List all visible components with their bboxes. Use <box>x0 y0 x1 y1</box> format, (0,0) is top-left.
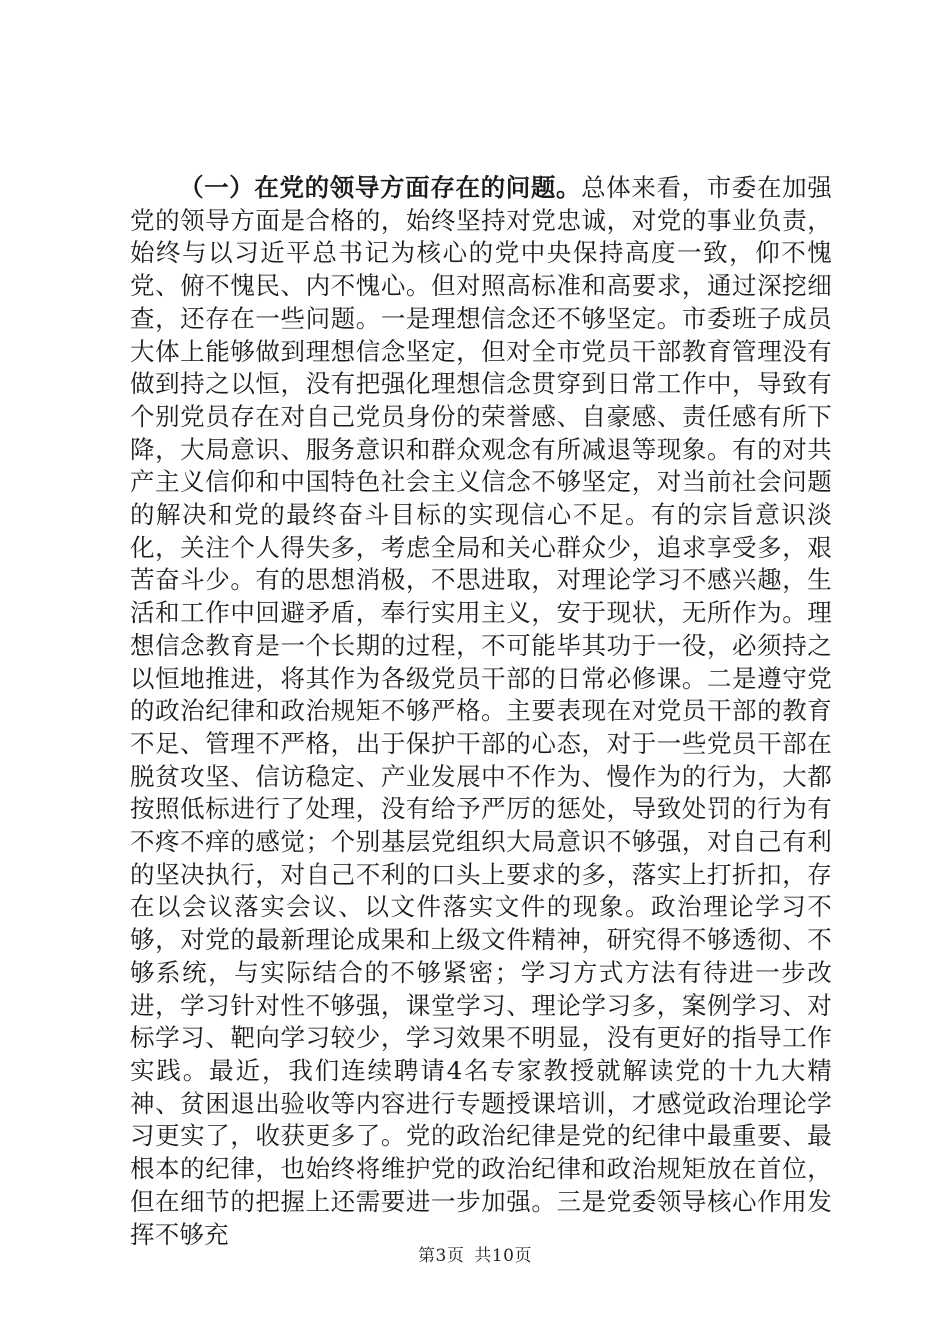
page-total: 共10页 <box>474 1246 532 1266</box>
body-text <box>130 172 832 1251</box>
paragraph <box>130 172 832 1251</box>
paragraph-text: 总体来看，市委在加强党的领导方面是合格的，始终坚持对党忠诚，对党的事业负责，始终与以习近平总书记为核心的党中央保持高度一致，仰不愧党、俯不愧民、内不愧心。但对照高标准和高要求，通过深挖细查，还存在一些问题。一是理想信念还不够坚定。市委班子成员大体上能够做到理想信念坚定，但对全市党员干部教育管理没有做到持之以恒，没有把强化理想信念贯穿到日常工作中，导致有个别党员存在对自己党员身份的荣誉感、自豪感、责任感有所下降，大局意识、服务意识和群众观念有所减退等现象。有的对共产主义信仰和中国特色社会主义信念不够坚定，对当前社会问题的解决和党的最终奋斗目标的实现信心不足。有的宗旨意识淡化，关注个人得失多，考虑全局和关心群众少，追求享受多，艰苦奋斗少。有的思想消极，不思进取，对理论学习不感兴趣，生活和工作中回避矛盾，奉行实用主义，安于现状，无所作为。理想信念教育是一个长期的过程，不可能毕其功于一役，必须持之以恒地推进，将其作为各级党员干部的日常必修课。二是遵守党的政治纪律和政治规矩不够严格。主要表现在对党员干部的教育不足、管理不严格，出于保护干部的心态，对于一些党员干部在脱贫攻坚、信访稳定、产业发展中不作为、慢作为的行为，大都按照低标进行了处理，没有给予严厉的惩处，导致处罚的行为有不疼不痒的感觉；个别基层党组织大局意识不够强，对自己有利的坚决执行，对自己不利的口头上要求的多，落实上打折扣，存在以会议落实会议、以文件落实文件的现象。政治理论学习不够，对党的最新理论成果和上级文件精神，研究得不够透彻、不够系统，与实际结合的不够紧密；学习方式方法有待进一步改进，学习针对性不够强，课堂学习、理论学习多，案例学习、对标学习、靶向学习较少，学习效果不明显，没有更好的指导工作实践。最近，我们连续聘请4名专家教授就解读党的十九大精神、贫困退出验收等内容进行专题授课培训，才感觉政治理论学习更实了，收获更多了。党的政治纪律是党的纪律中最重要、最根本的纪律，也始终将维护党的政治纪律和政治规矩放在首位，但在细节的把握上还需要进一步加强。三是党委领导核心作用发挥不够充 <box>130 173 832 1249</box>
page-footer <box>0 1241 950 1266</box>
page-number: 第3页 <box>418 1246 465 1266</box>
section-heading: （一）在党的领导方面存在的问题。 <box>179 173 582 202</box>
